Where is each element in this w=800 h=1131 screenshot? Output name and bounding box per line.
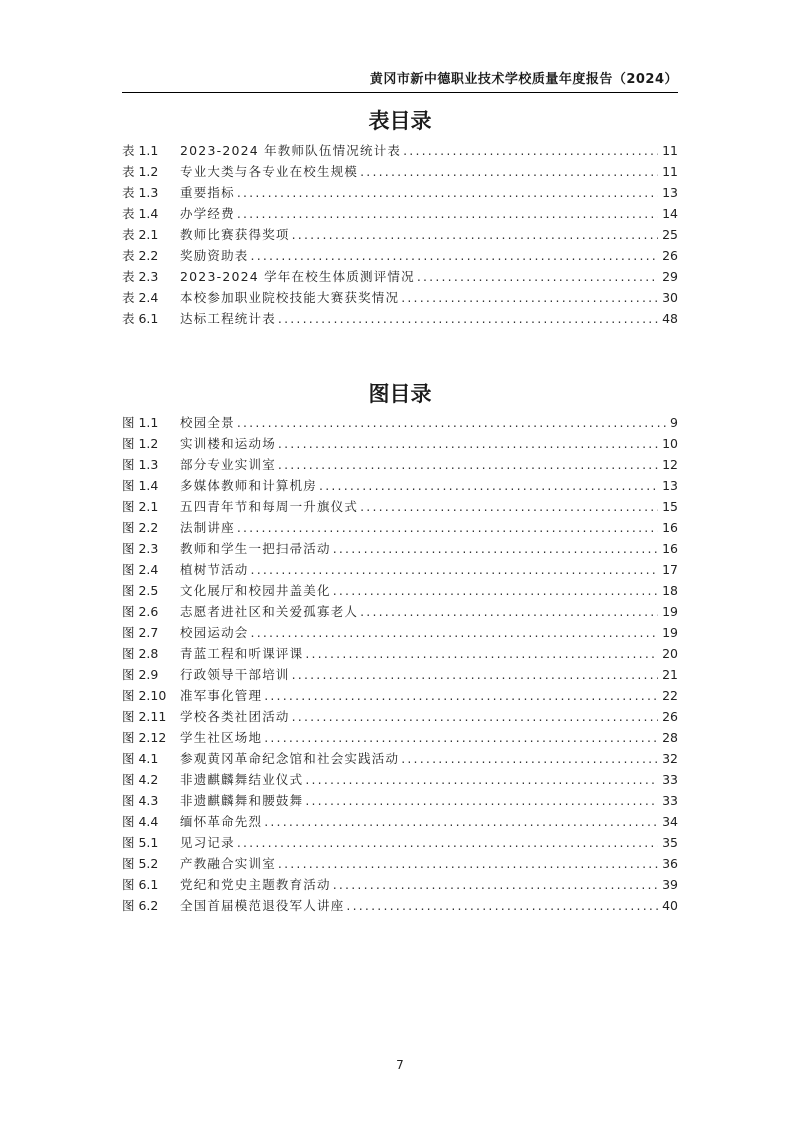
dot-leader — [237, 412, 666, 433]
toc-entry[interactable] — [122, 769, 678, 790]
dot-leader — [237, 182, 658, 203]
toc-entry[interactable] — [122, 559, 678, 580]
dot-leader — [237, 832, 658, 853]
toc-entry[interactable] — [122, 475, 678, 496]
toc-entry[interactable] — [122, 685, 678, 706]
dot-leader — [278, 454, 658, 475]
entry-label: 表 1.1 — [122, 143, 159, 158]
entry-page-number: 22 — [662, 688, 678, 703]
entry-label: 图 2.11 — [122, 709, 167, 724]
entry-label: 表 2.2 — [122, 248, 159, 263]
entry-title: 缅怀革命先烈 — [180, 814, 263, 829]
entry-title: 法制讲座 — [180, 520, 235, 535]
entry-title: 教师比赛获得奖项 — [180, 227, 290, 242]
entry-title: 志愿者进社区和关爱孤寡老人 — [180, 604, 359, 619]
tables-toc-title: 表目录 — [368, 109, 432, 133]
toc-entry[interactable] — [122, 433, 678, 454]
toc-entry[interactable] — [122, 517, 678, 538]
entry-label: 图 4.2 — [122, 772, 159, 787]
entry-title: 见习记录 — [180, 835, 235, 850]
entry-label: 图 5.2 — [122, 856, 159, 871]
entry-page-number: 25 — [662, 227, 678, 242]
entry-title: 达标工程统计表 — [180, 311, 276, 326]
entry-label: 表 1.2 — [122, 164, 159, 179]
dot-leader — [333, 538, 658, 559]
dot-leader — [417, 266, 658, 287]
dot-leader — [360, 161, 658, 182]
dot-leader — [319, 475, 658, 496]
dot-leader — [401, 748, 658, 769]
entry-title: 全国首届模范退役军人讲座 — [180, 898, 345, 913]
entry-title: 行政领导干部培训 — [180, 667, 290, 682]
entry-page-number: 17 — [662, 562, 678, 577]
entry-label: 图 2.2 — [122, 520, 159, 535]
toc-entry[interactable] — [122, 832, 678, 853]
toc-entry[interactable] — [122, 664, 678, 685]
entry-label: 图 6.1 — [122, 877, 159, 892]
dot-leader — [278, 308, 658, 329]
dot-leader — [360, 496, 658, 517]
entry-title: 校园运动会 — [180, 625, 249, 640]
entry-page-number: 39 — [662, 877, 678, 892]
dot-leader — [305, 769, 658, 790]
entry-page-number: 40 — [662, 898, 678, 913]
entry-page-number: 19 — [662, 604, 678, 619]
dot-leader — [346, 895, 658, 916]
entry-title: 产教融合实训室 — [180, 856, 276, 871]
entry-title: 校园全景 — [180, 415, 235, 430]
entry-title: 植树节活动 — [180, 562, 249, 577]
dot-leader — [264, 685, 658, 706]
entry-title: 文化展厅和校园井盖美化 — [180, 583, 331, 598]
toc-entry[interactable] — [122, 622, 678, 643]
entry-label: 图 5.1 — [122, 835, 159, 850]
dot-leader — [278, 433, 658, 454]
entry-page-number: 35 — [662, 835, 678, 850]
toc-entry[interactable] — [122, 748, 678, 769]
entry-page-number: 29 — [662, 269, 678, 284]
entry-title: 五四青年节和每周一升旗仪式 — [180, 499, 359, 514]
entry-page-number: 30 — [662, 290, 678, 305]
entry-label: 图 2.8 — [122, 646, 159, 661]
header-rule — [122, 92, 678, 93]
entry-page-number: 15 — [662, 499, 678, 514]
dot-leader — [333, 580, 658, 601]
toc-entry[interactable] — [122, 266, 678, 287]
entry-title: 部分专业实训室 — [180, 457, 276, 472]
entry-page-number: 48 — [662, 311, 678, 326]
entry-label: 图 4.3 — [122, 793, 159, 808]
entry-page-number: 14 — [662, 206, 678, 221]
page-number: 7 — [396, 1058, 404, 1072]
entry-label: 图 2.4 — [122, 562, 159, 577]
entry-label: 表 1.3 — [122, 185, 159, 200]
toc-entry[interactable] — [122, 454, 678, 475]
entry-title: 办学经费 — [180, 206, 235, 221]
entry-page-number: 26 — [662, 709, 678, 724]
toc-entry[interactable] — [122, 538, 678, 559]
toc-entry[interactable] — [122, 245, 678, 266]
entry-page-number: 13 — [662, 478, 678, 493]
entry-label: 图 1.4 — [122, 478, 159, 493]
toc-entry[interactable] — [122, 161, 678, 182]
entry-title: 专业大类与各专业在校生规模 — [180, 164, 359, 179]
entry-title: 参观黄冈革命纪念馆和社会实践活动 — [180, 751, 400, 766]
entry-label: 图 2.3 — [122, 541, 159, 556]
entry-page-number: 21 — [662, 667, 678, 682]
entry-label: 图 1.2 — [122, 436, 159, 451]
entry-label: 图 2.6 — [122, 604, 159, 619]
entry-page-number: 34 — [662, 814, 678, 829]
entry-title: 学生社区场地 — [180, 730, 263, 745]
entry-label: 图 2.7 — [122, 625, 159, 640]
entry-page-number: 36 — [662, 856, 678, 871]
entry-title: 非遗麒麟舞和腰鼓舞 — [180, 793, 304, 808]
entry-page-number: 12 — [662, 457, 678, 472]
dot-leader — [305, 790, 658, 811]
entry-page-number: 20 — [662, 646, 678, 661]
entry-title: 党纪和党史主题教育活动 — [180, 877, 331, 892]
entry-page-number: 28 — [662, 730, 678, 745]
toc-entry[interactable] — [122, 706, 678, 727]
entry-label: 图 6.2 — [122, 898, 159, 913]
toc-entry[interactable] — [122, 496, 678, 517]
entry-title: 准军事化管理 — [180, 688, 263, 703]
dot-leader — [264, 811, 658, 832]
dot-leader — [251, 622, 659, 643]
dot-leader — [251, 559, 659, 580]
dot-leader — [237, 203, 658, 224]
toc-entry[interactable] — [122, 224, 678, 245]
entry-title: 2023-2024 学年在校生体质测评情况 — [180, 269, 415, 284]
entry-page-number: 16 — [662, 541, 678, 556]
entry-label: 表 1.4 — [122, 206, 159, 221]
toc-entry[interactable] — [122, 287, 678, 308]
tables-toc-list — [122, 140, 678, 329]
dot-leader — [264, 727, 658, 748]
toc-entry[interactable] — [122, 412, 678, 433]
dot-leader — [278, 853, 658, 874]
toc-entry[interactable] — [122, 182, 678, 203]
entry-title: 本校参加职业院校技能大赛获奖情况 — [180, 290, 400, 305]
entry-page-number: 26 — [662, 248, 678, 263]
entry-label: 表 2.4 — [122, 290, 159, 305]
dot-leader — [401, 287, 658, 308]
dot-leader — [237, 517, 658, 538]
entry-page-number: 16 — [662, 520, 678, 535]
entry-label: 图 2.1 — [122, 499, 159, 514]
dot-leader — [333, 874, 658, 895]
toc-entry[interactable] — [122, 853, 678, 874]
toc-entry[interactable] — [122, 790, 678, 811]
toc-entry[interactable] — [122, 895, 678, 916]
entry-title: 学校各类社团活动 — [180, 709, 290, 724]
entry-label: 图 2.12 — [122, 730, 167, 745]
toc-entry[interactable] — [122, 140, 678, 161]
entry-page-number: 11 — [662, 164, 678, 179]
entry-label: 图 2.10 — [122, 688, 167, 703]
entry-title: 实训楼和运动场 — [180, 436, 276, 451]
entry-label: 表 2.1 — [122, 227, 159, 242]
entry-page-number: 33 — [662, 793, 678, 808]
dot-leader — [292, 224, 658, 245]
figures-toc-title: 图目录 — [368, 382, 432, 406]
entry-title: 教师和学生一把扫帚活动 — [180, 541, 331, 556]
toc-entry[interactable] — [122, 308, 678, 329]
entry-page-number: 10 — [662, 436, 678, 451]
entry-page-number: 32 — [662, 751, 678, 766]
entry-label: 图 2.5 — [122, 583, 159, 598]
toc-entry[interactable] — [122, 727, 678, 748]
entry-page-number: 11 — [662, 143, 678, 158]
entry-label: 图 2.9 — [122, 667, 159, 682]
entry-label: 表 6.1 — [122, 311, 159, 326]
dot-leader — [292, 706, 658, 727]
dot-leader — [305, 643, 658, 664]
entry-title: 重要指标 — [180, 185, 235, 200]
entry-label: 图 1.1 — [122, 415, 159, 430]
entry-label: 图 4.1 — [122, 751, 159, 766]
toc-entry[interactable] — [122, 601, 678, 622]
entry-page-number: 19 — [662, 625, 678, 640]
dot-leader — [251, 245, 659, 266]
entry-title: 奖励资助表 — [180, 248, 249, 263]
entry-page-number: 18 — [662, 583, 678, 598]
entry-page-number: 9 — [670, 415, 678, 430]
entry-title: 多媒体教师和计算机房 — [180, 478, 318, 493]
entry-label: 表 2.3 — [122, 269, 159, 284]
toc-entry[interactable] — [122, 643, 678, 664]
entry-title: 青蓝工程和听课评课 — [180, 646, 304, 661]
toc-entry[interactable] — [122, 580, 678, 601]
toc-entry[interactable] — [122, 811, 678, 832]
dot-leader — [292, 664, 658, 685]
toc-entry[interactable] — [122, 203, 678, 224]
entry-title: 2023-2024 年教师队伍情况统计表 — [180, 143, 402, 158]
entry-label: 图 1.3 — [122, 457, 159, 472]
figures-toc-list — [122, 412, 678, 916]
toc-entry[interactable] — [122, 874, 678, 895]
running-header: 黄冈市新中德职业技术学校质量年度报告（2024） — [369, 72, 678, 87]
dot-leader — [403, 140, 658, 161]
entry-page-number: 13 — [662, 185, 678, 200]
entry-title: 非遗麒麟舞结业仪式 — [180, 772, 304, 787]
dot-leader — [360, 601, 658, 622]
entry-label: 图 4.4 — [122, 814, 159, 829]
entry-page-number: 33 — [662, 772, 678, 787]
